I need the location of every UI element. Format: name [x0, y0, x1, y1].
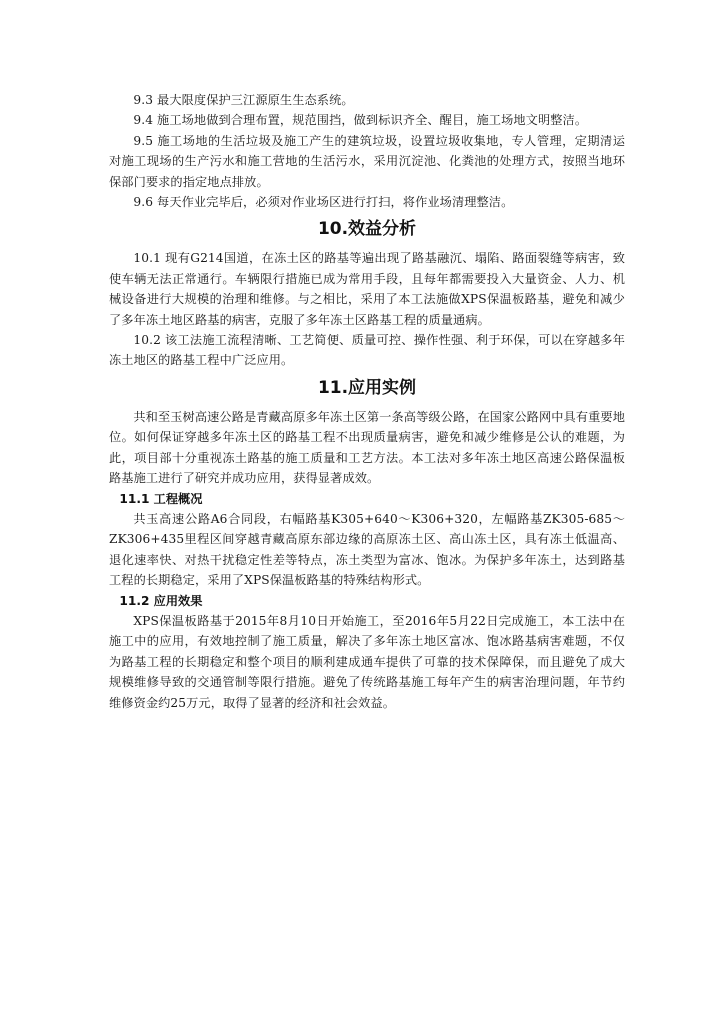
paragraph-10-2: 10.2 该工法施工流程清晰、工艺简便、质量可控、操作性强、利于环保，可以在穿越多年冻土地区的路基工程中广泛应用。 — [109, 333, 625, 368]
paragraph-11-1: 共玉高速公路A6合同段，右幅路基K305+640～K306+320，左幅路基ZK305-685～ZK306+435里程区间穿越青藏高原东部边缘的高原冻土区、高山冻土区，具有冻土低温高、退化速率快、对热干扰稳定性差等特点，冻土类型为富冰、饱冰。为保护多年冻土，达到路基工程的长期稳定，采用了XPS保温板路基的特殊结构形式。 — [109, 511, 625, 588]
paragraph-9-3: 9.3 最大限度保护三江源原生生态系统。 — [133, 93, 354, 107]
paragraph-10-1: 10.1 现有G214国道，在冻土区的路基等遍出现了路基融沉、塌陷、路面裂缝等病害，致使车辆无法正常通行。车辆限行措施已成为常用手段，且每年都需要投入大量资金、人力、机械设备进行大规模的治理和维修。与之相比，采用了本工法施做XPS保温板路基，避免和减少了多年冻土地区路基的病害，克服了多年冻土区路基工程的质量通病。 — [109, 251, 625, 327]
paragraph-11-intro: 共和至玉树高速公路是青藏高原多年冻土区第一条高等级公路，在国家公路网中具有重要地位。如何保证穿越多年冻土区的路基工程不出现质量病害，避免和减少维修是公认的难题，为此，项目部十分重视冻土路基的施工质量和工艺方法。本工法对多年冻土地区高速公路保温板路基施工进行了研究并成功应用，获得显著成效。 — [109, 409, 625, 486]
document-page — [109, 90, 625, 713]
section-10-heading: 10.效益分析 — [317, 219, 417, 240]
paragraph-9-5: 9.5 施工场地的生活垃圾及施工产生的建筑垃圾，设置垃圾收集地，专人管理，定期清运 对施工现场的生产污水和施工营地的生活污水，采用沉淀池、化粪池的处理方式，按照当地环保部门要求的指定地点排放。 — [109, 133, 625, 189]
section-11-heading: 11.应用实例 — [317, 377, 417, 398]
paragraph-9-4: 9.4 施工场地做到合理布置，规范围挡，做到标识齐全、醒目，施工场地文明整洁。 — [133, 113, 588, 128]
subsection-11-2-heading: 11.2 应用效果 — [119, 593, 203, 608]
paragraph-11-2: XPS保温板路基于2015年8月10日开始施工，至2016年5月22日完成施工，本工法中在施工中的应用，有效地控制了施工质量，解决了多年冻土地区富冰、饱冰路基病害难题，不仅为路基工程的长期稳定和整个项目的顺利建成通车提供了可靠的技术保障保，而且避免了成大规模维修导致的交通管制等限行措施。避免了传统路基施工每年产生的病害治理问题，年节约维修资金约25万元，取得了显著的经济和社会效益。 — [109, 613, 625, 710]
subsection-11-1-heading: 11.1 工程概况 — [119, 491, 203, 506]
paragraph-9-6: 9.6 每天作业完毕后，必须对作业场区进行打扫，将作业场清理整洁。 — [133, 195, 514, 210]
